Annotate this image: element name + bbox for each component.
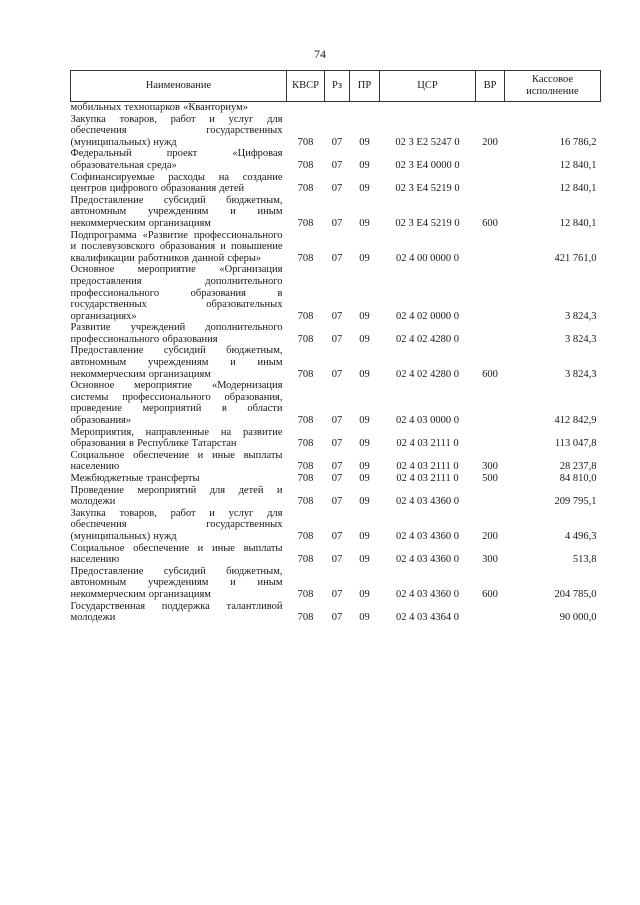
cell-name: Развитие учреждений дополнительного профессионального образования — [70, 322, 283, 345]
cell-vr: 600 — [482, 217, 498, 229]
cell-csr: 02 4 03 2111 0 — [396, 461, 459, 473]
cell-name: Предоставление субсидий бюджетным, автономным учреждениям и иным некоммерческим организациям — [70, 345, 283, 380]
cell-pr — [350, 102, 380, 114]
cell-name: Основное мероприятие «Организация предоставления дополнительного профессионального образования в государственных образовательных организациях» — [70, 264, 283, 322]
cell-pr: 09 — [359, 588, 370, 600]
cell-vr — [476, 601, 505, 624]
cell-name: Предоставление субсидий бюджетным, автономным учреждениям и иным некоммерческим организациям — [70, 565, 283, 600]
cell-pr: 09 — [359, 136, 370, 148]
cell-pr: 09 — [359, 612, 370, 624]
cell-vr — [476, 322, 505, 345]
cell-rz: 07 — [331, 554, 343, 566]
table-row — [71, 508, 601, 543]
cell-vr — [476, 172, 505, 195]
table-row — [71, 485, 601, 508]
table-row — [71, 427, 601, 450]
cell-sum: 28 237,8 — [559, 461, 597, 473]
cell-rz: 07 — [331, 530, 343, 542]
table-header — [71, 71, 601, 102]
table-row — [71, 195, 601, 230]
cell-rz: 07 — [331, 183, 343, 195]
cell-kvsr: 708 — [297, 333, 314, 345]
cell-kvsr: 708 — [297, 310, 314, 322]
cell-sum: 4 496,3 — [565, 530, 597, 542]
cell-csr: 02 4 03 0000 0 — [396, 415, 459, 427]
cell-sum: 204 785,0 — [554, 588, 597, 600]
cell-csr: 02 4 02 0000 0 — [396, 310, 459, 322]
table-row — [71, 114, 601, 149]
cell-vr: 600 — [482, 588, 498, 600]
cell-vr — [476, 102, 505, 114]
cell-sum: 12 840,1 — [559, 217, 597, 229]
cell-pr: 09 — [359, 461, 370, 473]
cell-rz: 07 — [331, 496, 343, 508]
cell-csr: 02 3 E2 5247 0 — [395, 136, 460, 148]
cell-kvsr: 708 — [297, 368, 314, 380]
cell-name: мобильных технопарков «Кванториум» — [70, 102, 249, 113]
cell-csr: 02 4 03 4360 0 — [396, 588, 459, 600]
table-row — [71, 172, 601, 195]
cell-name: Закупка товаров, работ и услуг для обеспечения государственных (муниципальных) нужд — [70, 507, 283, 542]
cell-csr: 02 3 E4 5219 0 — [395, 217, 460, 229]
cell-vr — [476, 148, 505, 171]
table-row — [71, 543, 601, 566]
column-header-rz: Рз — [325, 71, 350, 102]
cell-rz: 07 — [331, 333, 343, 345]
cell-csr: 02 4 03 4360 0 — [396, 554, 459, 566]
cell-vr: 200 — [482, 136, 498, 148]
cell-pr: 09 — [359, 183, 370, 195]
cell-name: Социальное обеспечение и иные выплаты населению — [70, 542, 283, 566]
column-header-pr: ПР — [350, 71, 380, 102]
budget-execution-table — [70, 70, 601, 624]
cell-kvsr: 708 — [297, 473, 314, 484]
cell-kvsr: 708 — [297, 183, 314, 195]
cell-rz: 07 — [331, 415, 343, 427]
table-row — [71, 264, 601, 322]
table-row — [71, 102, 601, 114]
cell-kvsr: 708 — [297, 159, 314, 171]
cell-pr: 09 — [359, 415, 370, 427]
cell-rz: 07 — [331, 159, 343, 171]
cell-pr: 09 — [359, 473, 370, 484]
cell-kvsr: 708 — [297, 438, 314, 450]
cell-kvsr — [287, 102, 325, 114]
cell-name: Подпрограмма «Развитие профессионального и послевузовского образования и повышение квалификации работников данной сферы» — [70, 229, 283, 264]
cell-name: Закупка товаров, работ и услуг для обеспечения государственных (муниципальных) нужд — [70, 113, 283, 148]
cell-rz: 07 — [331, 368, 343, 380]
table-row — [71, 322, 601, 345]
column-header-kvsr: КВСР — [287, 71, 325, 102]
cell-rz: 07 — [331, 612, 343, 624]
cell-rz: 07 — [331, 438, 343, 450]
cell-vr: 200 — [482, 530, 498, 542]
cell-rz: 07 — [331, 310, 343, 322]
cell-vr — [476, 230, 505, 265]
cell-name: Проведение мероприятий для детей и молодежи — [70, 484, 283, 508]
cell-sum: 209 795,1 — [554, 496, 597, 508]
table-row — [71, 230, 601, 265]
cell-rz: 07 — [331, 588, 343, 600]
cell-name: Мероприятия, направленные на развитие образования в Республике Татарстан — [70, 426, 283, 450]
table-row — [71, 345, 601, 380]
cell-sum: 3 824,3 — [565, 310, 597, 322]
cell-sum: 3 824,3 — [565, 368, 597, 380]
cell-name: Социальное обеспечение и иные выплаты населению — [70, 449, 283, 473]
cell-sum: 421 761,0 — [554, 252, 597, 264]
cell-pr: 09 — [359, 217, 370, 229]
cell-rz: 07 — [331, 461, 343, 473]
cell-rz: 07 — [331, 136, 343, 148]
cell-vr: 600 — [482, 368, 498, 380]
column-header-csr: ЦСР — [380, 71, 476, 102]
cell-kvsr: 708 — [297, 252, 314, 264]
cell-vr — [476, 485, 505, 508]
cell-sum: 513,8 — [572, 554, 597, 566]
cell-pr: 09 — [359, 310, 370, 322]
cell-name: Софинансируемые расходы на создание центров цифрового образования детей — [70, 171, 283, 195]
cell-pr: 09 — [359, 554, 370, 566]
cell-csr: 02 4 03 4364 0 — [396, 612, 459, 624]
table-row — [71, 601, 601, 624]
cell-vr: 300 — [482, 554, 498, 566]
table-row — [71, 450, 601, 473]
cell-vr — [476, 264, 505, 322]
column-header-name: Наименование — [71, 71, 287, 102]
table-row — [71, 473, 601, 485]
cell-sum: 84 810,0 — [559, 473, 597, 484]
cell-sum: 16 786,2 — [559, 136, 597, 148]
cell-kvsr: 708 — [297, 588, 314, 600]
cell-kvsr: 708 — [297, 530, 314, 542]
cell-csr: 02 4 00 0000 0 — [396, 252, 459, 264]
cell-pr: 09 — [359, 368, 370, 380]
cell-vr — [476, 427, 505, 450]
cell-kvsr: 708 — [297, 461, 314, 473]
cell-name: Государственная поддержка талантливой молодежи — [70, 600, 283, 624]
cell-pr: 09 — [359, 159, 370, 171]
cell-csr: 02 4 03 4360 0 — [396, 530, 459, 542]
cell-name: Федеральный проект «Цифровая образовательная среда» — [70, 148, 283, 171]
table-row — [71, 148, 601, 171]
cell-sum: 12 840,1 — [559, 183, 597, 195]
cell-sum — [505, 102, 601, 114]
cell-csr: 02 4 03 2111 0 — [396, 473, 459, 484]
cell-sum: 113 047,8 — [554, 438, 597, 450]
cell-csr: 02 3 E4 5219 0 — [395, 183, 460, 195]
cell-sum: 3 824,3 — [565, 333, 597, 345]
cell-rz: 07 — [331, 252, 343, 264]
table-row — [71, 566, 601, 601]
cell-sum: 12 840,1 — [559, 159, 597, 171]
cell-rz — [325, 102, 350, 114]
cell-csr: 02 3 E4 0000 0 — [395, 159, 460, 171]
cell-kvsr: 708 — [297, 496, 314, 508]
cell-pr: 09 — [359, 438, 370, 450]
cell-csr: 02 4 03 4360 0 — [396, 496, 459, 508]
table-body — [71, 102, 601, 624]
cell-sum: 412 842,9 — [554, 415, 597, 427]
cell-csr — [380, 102, 476, 114]
cell-name: Основное мероприятие «Модернизация системы профессионального образования, проведение мероприятий в области образования» — [70, 380, 283, 427]
cell-pr: 09 — [359, 496, 370, 508]
cell-kvsr: 708 — [297, 136, 314, 148]
cell-csr: 02 4 03 2111 0 — [396, 438, 459, 450]
cell-pr: 09 — [359, 252, 370, 264]
table-row — [71, 380, 601, 426]
cell-kvsr: 708 — [297, 554, 314, 566]
cell-name: Предоставление субсидий бюджетным, автономным учреждениям и иным некоммерческим организациям — [70, 194, 283, 229]
cell-pr: 09 — [359, 530, 370, 542]
cell-pr: 09 — [359, 333, 370, 345]
cell-csr: 02 4 02 4280 0 — [396, 333, 459, 345]
cell-vr: 300 — [482, 461, 498, 473]
column-header-vr: ВР — [476, 71, 505, 102]
cell-rz: 07 — [331, 217, 343, 229]
cell-name: Межбюджетные трансферты — [70, 473, 200, 484]
page-number: 74 — [314, 47, 326, 61]
cell-sum: 90 000,0 — [559, 612, 597, 624]
cell-kvsr: 708 — [297, 415, 314, 427]
cell-kvsr: 708 — [297, 612, 314, 624]
cell-rz: 07 — [331, 473, 343, 484]
cell-csr: 02 4 02 4280 0 — [396, 368, 459, 380]
cell-kvsr: 708 — [297, 217, 314, 229]
cell-vr: 500 — [482, 473, 498, 484]
cell-vr — [476, 380, 505, 426]
column-header-sum: Кассовое исполнение — [505, 71, 601, 102]
